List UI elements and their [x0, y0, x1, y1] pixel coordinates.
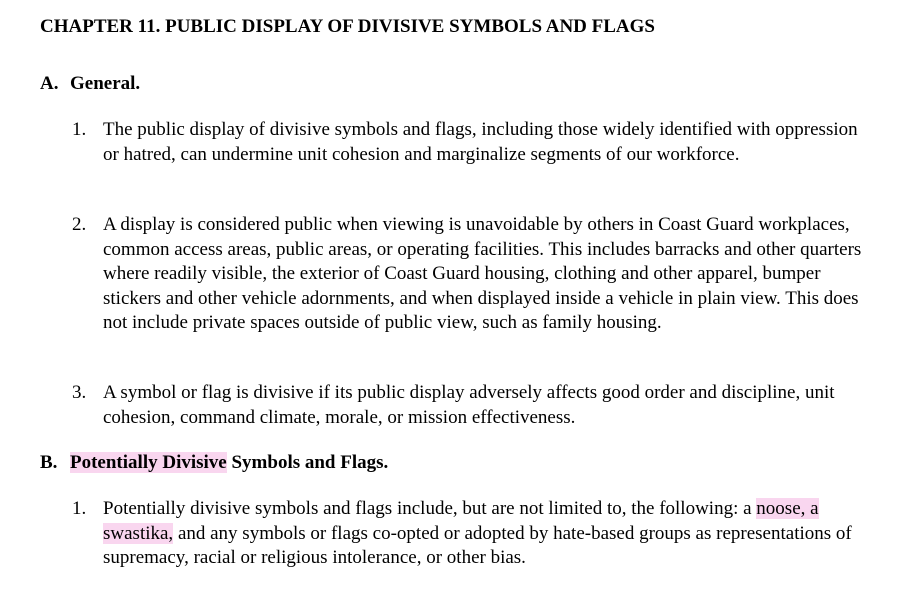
item-number: 1.: [72, 498, 87, 519]
item-text: A display is considered public when viewing is unavoidable by others in Coast Guard workplaces, common access areas, public areas, or operating facilities. This includes barracks and other quarters where readily visible, the exterior of Coast Guard housing, clothing and other apparel, bumper stickers and other vehicle adornments, and when displayed inside a vehicle in plain view. This does not include private spaces outside of public view, such as family housing.: [103, 214, 862, 333]
section-a-item-3: [72, 381, 872, 430]
item-number: 3.: [72, 382, 87, 403]
section-a-heading: [40, 72, 140, 96]
section-b-title-rest: Symbols and Flags.: [226, 452, 389, 473]
section-b-letter: B.: [40, 452, 58, 473]
section-a-title: General.: [70, 73, 141, 94]
item-text: A symbol or flag is divisive if its public display adversely affects good order and discipline, unit cohesion, command climate, morale, or mission effectiveness.: [103, 382, 835, 428]
item-number: 2.: [72, 214, 87, 235]
section-b-title-highlighted: Potentially Divisive: [70, 452, 227, 473]
section-a-item-1: [72, 118, 872, 167]
section-b-item-1: [72, 497, 872, 571]
item-text-after: and any symbols or flags co-opted or adopted by hate-based groups as representations of supremacy, racial or religious intolerance, or other bias.: [103, 522, 852, 568]
item-text: The public display of divisive symbols and flags, including those widely identified with oppression or hatred, can undermine unit cohesion and marginalize segments of our workforce.: [103, 119, 858, 165]
section-b-heading: [40, 451, 388, 475]
item-text: [103, 497, 872, 571]
item-text-highlighted: noose, a swastika,: [103, 498, 819, 544]
chapter-title: CHAPTER 11. PUBLIC DISPLAY OF DIVISIVE SYMBOLS AND FLAGS: [40, 16, 655, 37]
section-a-item-2: [72, 213, 872, 336]
section-a-letter: A.: [40, 73, 59, 94]
item-text-before: Potentially divisive symbols and flags include, but are not limited to, the following: a: [103, 498, 757, 519]
item-number: 1.: [72, 119, 87, 140]
